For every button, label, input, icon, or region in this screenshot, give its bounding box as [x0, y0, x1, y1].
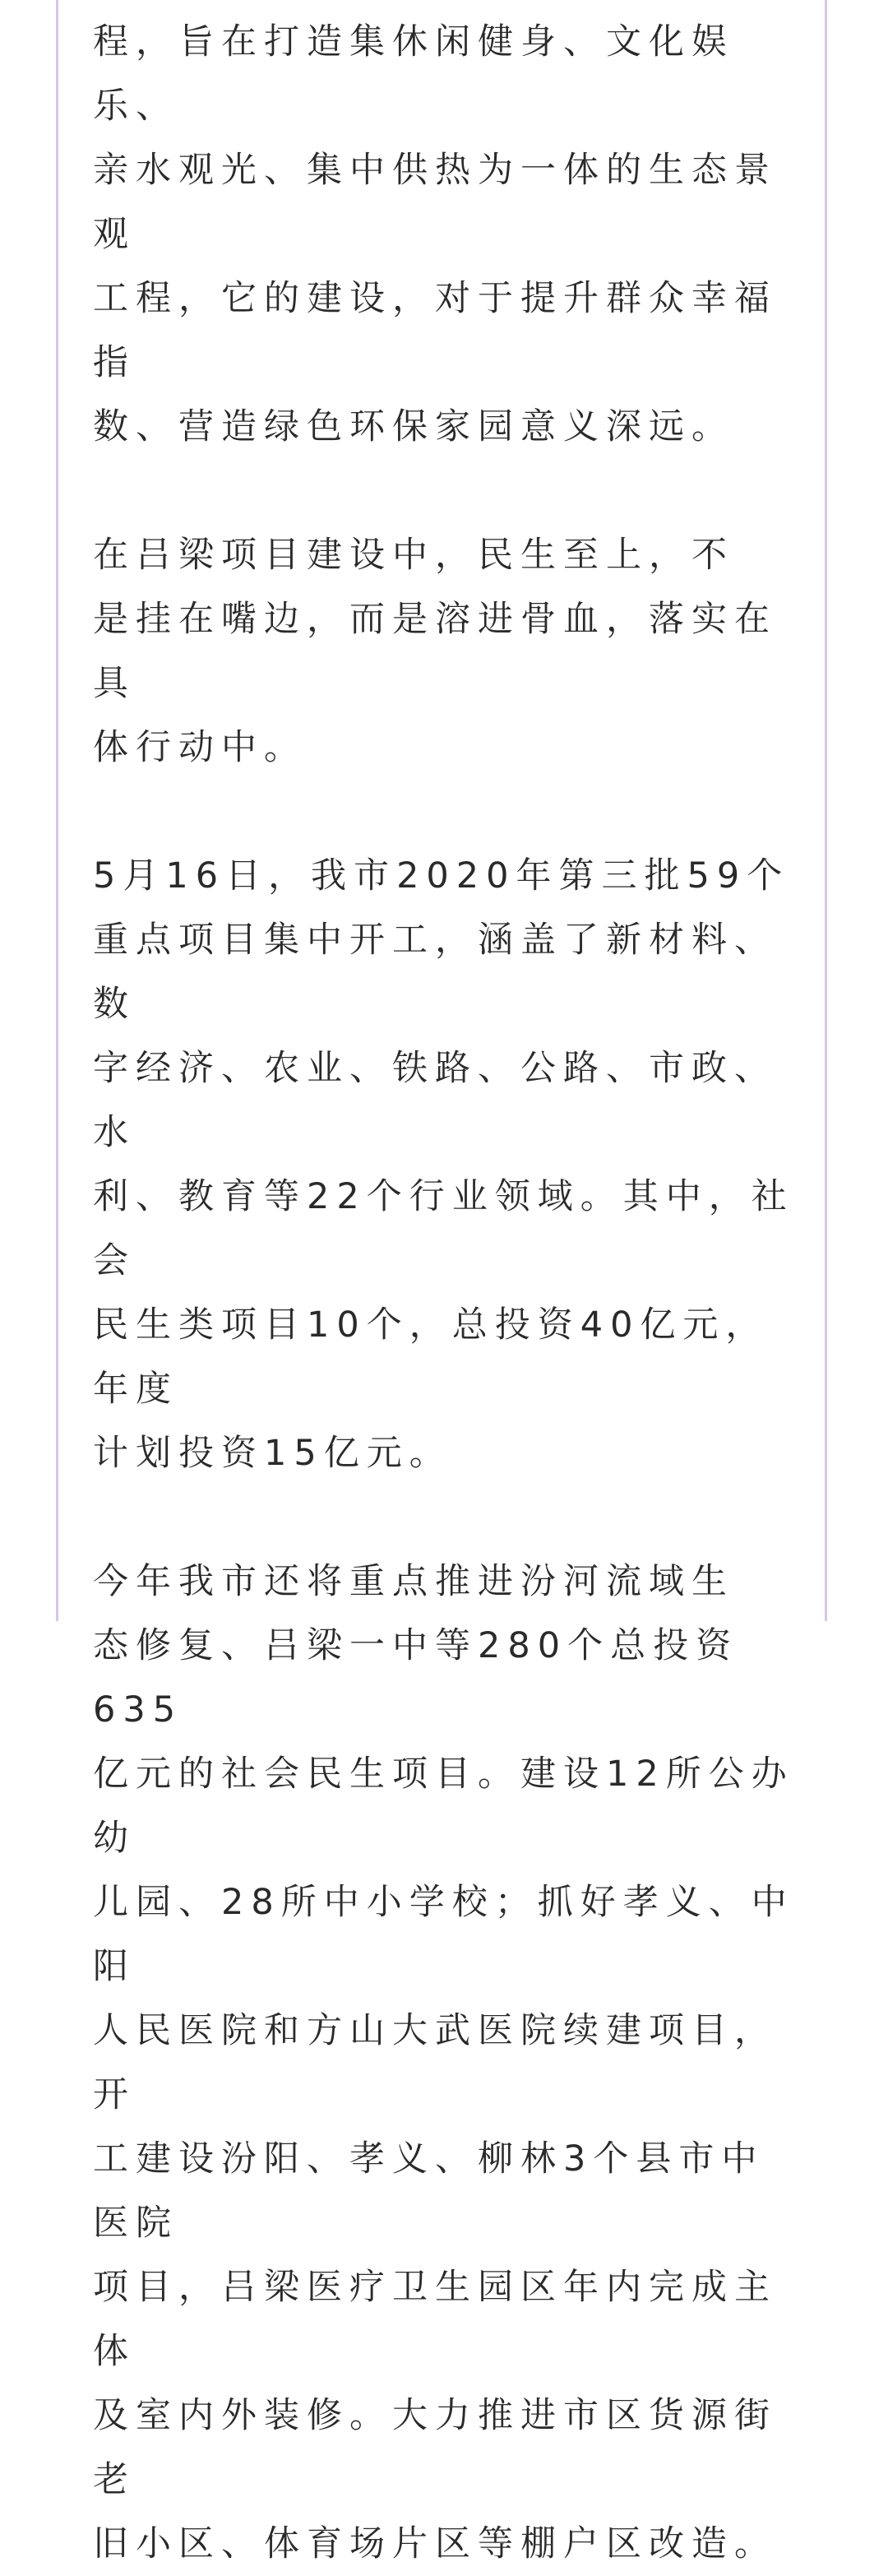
paragraph-gap [93, 459, 794, 523]
paragraph-gap [93, 780, 794, 844]
paragraph-1: 程，旨在打造集休闲健身、文化娱乐、 亲水观光、集中供热为一体的生态景观 工程，它的建设，对于提升群众幸福指 数、营造绿色环保家园意义深远。 [93, 21, 777, 447]
paragraph-4: 今年我市还将重点推进汾河流域生 态修复、吕梁一中等280个总投资635 亿元的社会民生项目。建设12所公办幼 儿园、28所中小学校；抓好孝义、中阳 人民医院和方山大武医院续建项目，开 工建设汾阳、孝义、柳林3个县市中医院 项目，吕梁医疗卫生园区年内完成主体 及室内外装修。大力推进市区货源街老 旧小区、体育场片区等棚户区改造。 [93, 1561, 794, 2564]
paragraph-2: 在吕梁项目建设中，民生至上，不 是挂在嘴边，而是溶进骨血，落实在具 体行动中。 [93, 535, 777, 768]
paragraph-3: 5月16日，我市2020年第三批59个 重点项目集中开工，涵盖了新材料、数 字经济、农业、铁路、公路、市政、水 利、教育等22个行业领域。其中，社会 民生类项目10个，总投资40亿元，年度 计划投资15亿元。 [93, 855, 794, 1474]
article-body [93, 10, 794, 2576]
paragraph-gap [93, 1485, 794, 1550]
